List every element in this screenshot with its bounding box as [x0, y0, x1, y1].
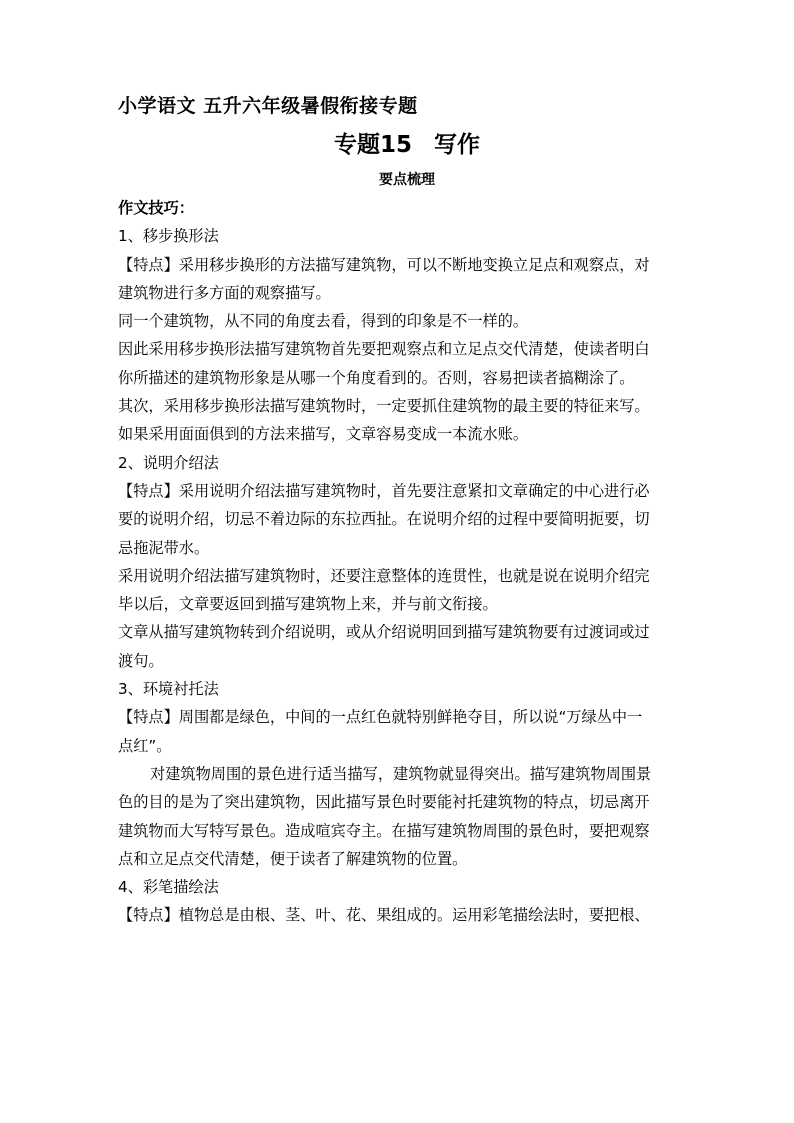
section-title: 要点梳理 [379, 172, 435, 188]
method-1-heading: 1、移步换形法 [118, 227, 219, 246]
topic-label: 专题15 [333, 132, 412, 158]
paragraph-line: 【特点】采用说明介绍法描写建筑物时，首先要注意紧扣文章确定的中心进行必 [118, 481, 650, 500]
paragraph-line: 对建筑物周围的景色进行适当描写，建筑物就显得突出。描写建筑物周围景 [150, 764, 652, 783]
method-4-heading: 4、彩笔描绘法 [118, 878, 219, 897]
paragraph-line: 点红”。 [118, 736, 172, 755]
paragraph-line: 【特点】采用移步换形的方法描写建筑物，可以不断地变换立足点和观察点，对 [118, 255, 650, 274]
paragraph-line: 建筑物而大写特写景色。造成喧宾夺主。在描写建筑物周围的景色时，要把观察 [118, 821, 650, 840]
paragraph-line: 建筑物进行多方面的观察描写。 [118, 283, 331, 302]
topic-name: 写作 [434, 132, 480, 158]
paragraph-line: 要的说明介绍，切忌不着边际的东拉西扯。在说明介绍的过程中要简明扼要，切 [118, 510, 650, 529]
paragraph-line: 同一个建筑物，从不同的角度去看，得到的印象是不一样的。 [118, 312, 529, 331]
paragraph-line: 你所描述的建筑物形象是从哪一个角度看到的。否则，容易把读者搞糊涂了。 [118, 368, 635, 387]
paragraph-line: 【特点】植物总是由根、茎、叶、花、果组成的。运用彩笔描绘法时，要把根、 [118, 906, 650, 925]
topic-title [118, 128, 684, 162]
method-3-heading: 3、环境衬托法 [118, 680, 219, 699]
paragraph-line: 色的目的是为了突出建筑物，因此描写景色时要能衬托建筑物的特点，切忌离开 [118, 793, 650, 812]
paragraph-line: 如果采用面面俱到的方法来描写，文章容易变成一本流水账。 [118, 425, 529, 444]
paragraph-line: 其次，采用移步换形法描写建筑物时，一定要抓住建筑物的最主要的特征来写。 [118, 397, 650, 416]
paragraph-line: 因此采用移步换形法描写建筑物首先要把观察点和立足点交代清楚，使读者明白 [118, 340, 650, 359]
paragraph-line: 忌拖泥带水。 [118, 538, 210, 557]
method-2-heading: 2、说明介绍法 [118, 453, 219, 472]
document-page [118, 92, 684, 930]
paragraph-line: 点和立足点交代清楚，便于读者了解建筑物的位置。 [118, 849, 468, 868]
document-body [118, 194, 684, 930]
techniques-heading: 作文技巧： [118, 199, 194, 217]
paragraph-line: 采用说明介绍法描写建筑物时，还要注意整体的连贯性，也就是说在说明介绍完 [118, 566, 650, 585]
series-title: 小学语文 五升六年级暑假衔接专题 [118, 95, 418, 117]
paragraph-line: 渡句。 [118, 651, 164, 670]
paragraph-line: 毕以后，文章要返回到描写建筑物上来，并与前文衔接。 [118, 595, 498, 614]
paragraph-line: 【特点】周围都是绿色，中间的一点红色就特别鲜艳夺目，所以说“万绿丛中一 [118, 708, 643, 727]
paragraph-line: 文章从描写建筑物转到介绍说明，或从介绍说明回到描写建筑物要有过渡词或过 [118, 623, 650, 642]
